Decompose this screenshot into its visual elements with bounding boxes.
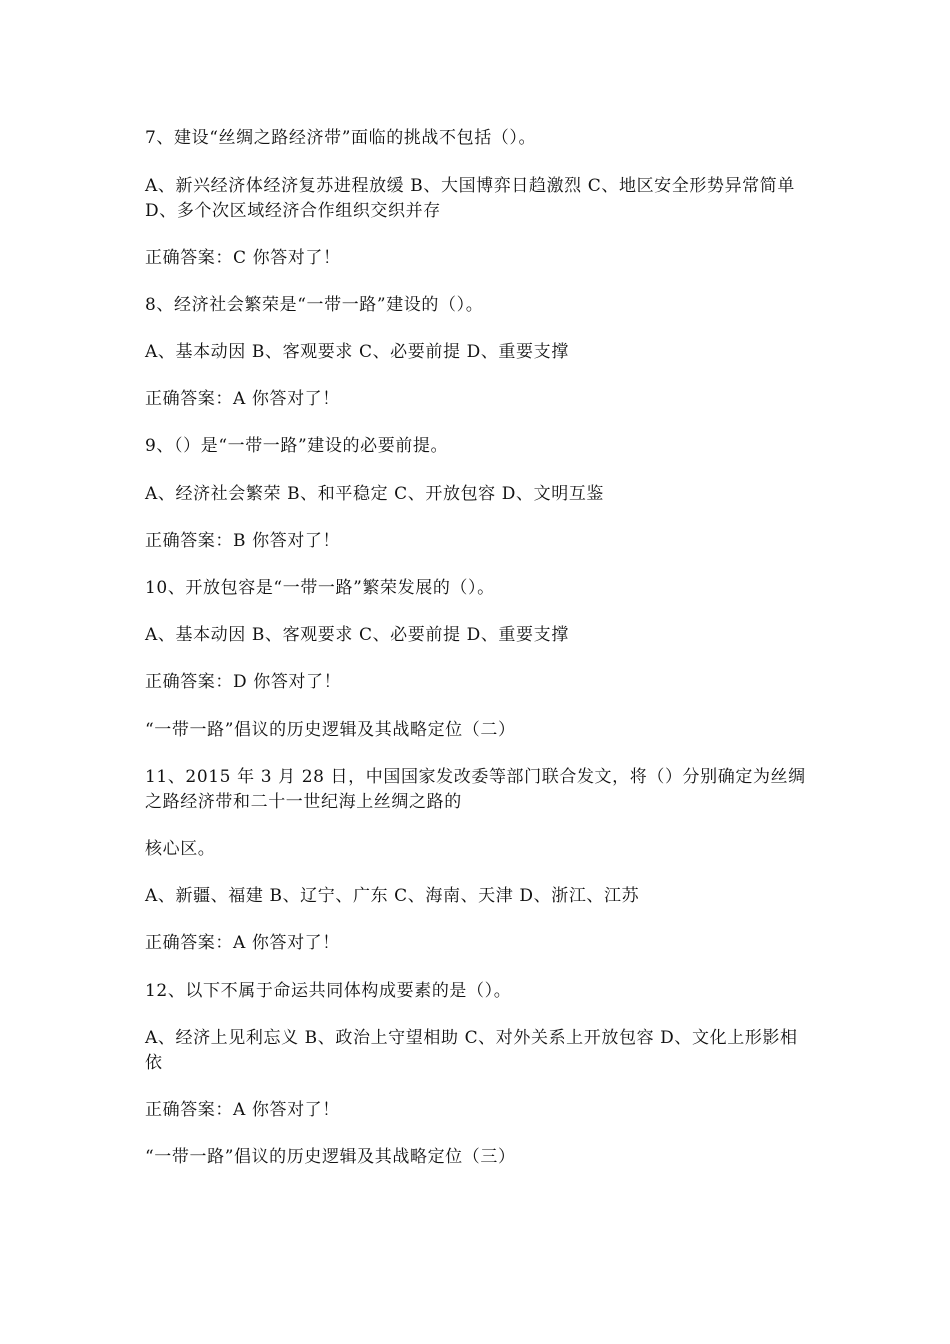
- question-10-options: A、基本动因 B、客观要求 C、必要前提 D、重要支撑: [145, 625, 569, 645]
- question-9-options: A、经济社会繁荣 B、和平稳定 C、开放包容 D、文明互鉴: [145, 484, 605, 504]
- section-heading-3: “一带一路”倡议的历史逻辑及其战略定位（三）: [145, 1147, 516, 1167]
- question-7-answer: 正确答案：C 你答对了！: [145, 248, 341, 268]
- question-12-options: A、经济上见利忘义 B、政治上守望相助 C、对外关系上开放包容 D、文化上形影相依: [145, 1028, 798, 1073]
- question-9: 9、（）是“一带一路”建设的必要前提。: [145, 436, 449, 456]
- question-8-options: A、基本动因 B、客观要求 C、必要前提 D、重要支撑: [145, 342, 569, 362]
- question-10-answer: 正确答案：D 你答对了！: [145, 672, 342, 692]
- question-10: 10、开放包容是“一带一路”繁荣发展的（）。: [145, 578, 495, 598]
- section-heading-2: “一带一路”倡议的历史逻辑及其战略定位（二）: [145, 720, 516, 740]
- question-8-answer: 正确答案：A 你答对了！: [145, 389, 340, 409]
- question-8: 8、经济社会繁荣是“一带一路”建设的（）。: [145, 295, 484, 315]
- question-7: 7、建设“丝绸之路经济带”面临的挑战不包括（）。: [145, 128, 537, 148]
- question-7-options: A、新兴经济体经济复苏进程放缓 B、大国博弈日趋激烈 C、地区安全形势异常简单 D、多个次区域经济合作组织交织并存: [145, 176, 795, 221]
- question-11-options: A、新疆、福建 B、辽宁、广东 C、海南、天津 D、浙江、江苏: [145, 886, 640, 906]
- question-11: 11、2015 年 3 月 28 日，中国国家发改委等部门联合发文，将（）分别确定为丝绸之路经济带和二十一世纪海上丝绸之路的: [145, 767, 806, 812]
- question-11-answer: 正确答案：A 你答对了！: [145, 933, 340, 953]
- question-9-answer: 正确答案：B 你答对了！: [145, 531, 341, 551]
- question-12: 12、以下不属于命运共同体构成要素的是（）。: [145, 981, 512, 1001]
- question-12-answer: 正确答案：A 你答对了！: [145, 1100, 340, 1120]
- question-11-continuation: 核心区。: [145, 839, 216, 859]
